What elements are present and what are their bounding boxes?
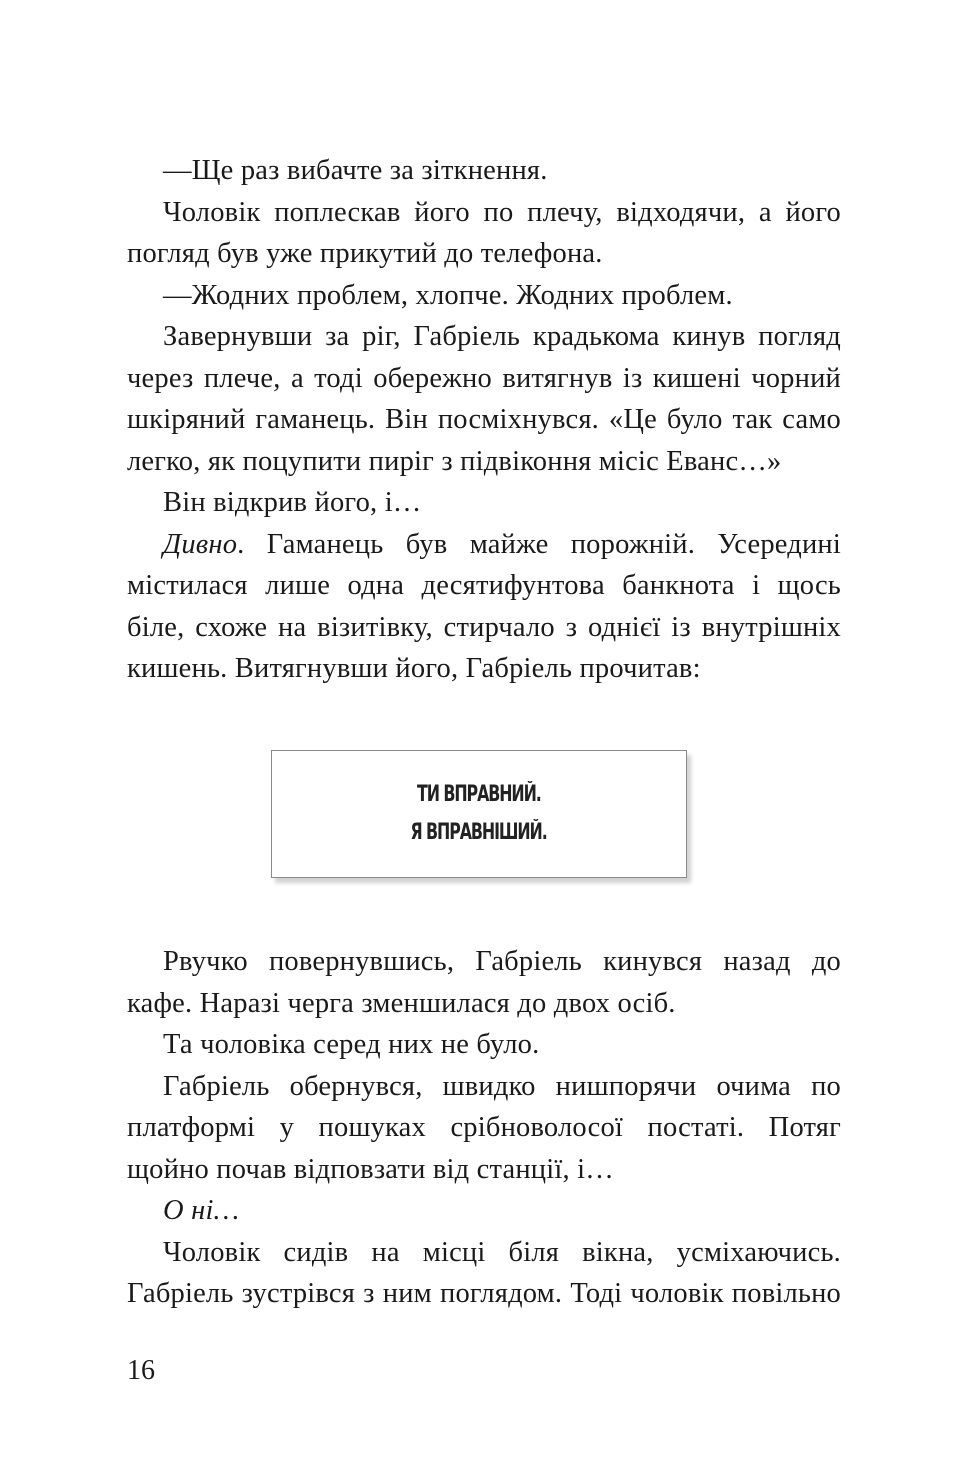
card-line-2: Я ВПРАВНІШИЙ.	[410, 820, 548, 845]
paragraph-strange	[127, 524, 841, 690]
italic-word-strange: Дивно	[163, 528, 238, 560]
paragraph-apology: —Ще раз вибачте за зіткнення.	[163, 155, 548, 186]
paragraph-no-problem: —Жодних проблем, хлопче. Жодних проблем.	[163, 279, 733, 311]
paragraph-final: Чоловік сидів на місці біля вікна, усміхаючись. Габріель зустрівся з ним поглядом. Тоді чоловік повільно	[127, 1236, 841, 1309]
italic-oh-no: О ні…	[163, 1195, 240, 1226]
text-block-bottom	[127, 941, 841, 1315]
paragraph-strange-text: . Гаманець був майже порожній. Усередині містилася лише одна десятифунтова банкнота і щось біле, схоже на візитівку, стирчало з однієї із внутрішніх кишень. Витягнувши його, Габріель прочитав:	[127, 528, 841, 684]
page-number: 16	[127, 1355, 155, 1386]
paragraph-man-gone: Та чоловіка серед них не було.	[163, 1029, 540, 1060]
paragraph-opened: Він відкрив його, і…	[163, 487, 422, 518]
paragraph-turned-back: Рвучко повернувшись, Габріель кинувся назад до кафе. Наразі черга зменшилася до двох осіб.	[127, 946, 841, 1019]
paragraph-searching: Габріель обернувся, швидко нишпорячи очима по платформі у пошуках срібноволосої постаті. Потяг щойно почав відповзати від станції, і…	[127, 1070, 841, 1185]
text-block-top	[127, 150, 841, 690]
business-card	[271, 750, 687, 878]
paragraph-man-patted: Чоловік поплескав його по плечу, відходячи, а його погляд був уже прикутий до телефона.	[127, 196, 841, 269]
paragraph-oh-no	[127, 1190, 841, 1232]
card-line-1: ТИ ВПРАВНИЙ.	[417, 782, 541, 807]
paragraph-wallet-stolen: Завернувши за ріг, Габріель крадькома кинув погляд через плече, а тоді обережно витягнув із кишені чорний шкіряний гаманець. Він посміхнувся. «Це було так само легко, як поцупити пиріг з підвіконня місіс Еванс…»	[127, 321, 841, 477]
